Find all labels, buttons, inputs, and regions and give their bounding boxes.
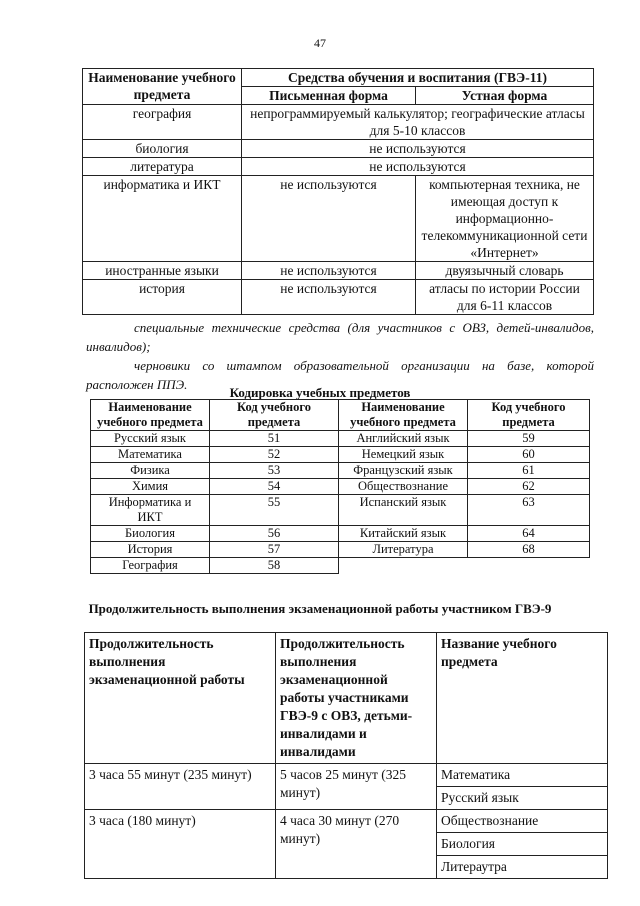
subject-cell: Литераутра [437, 856, 608, 879]
duration-ovz-cell: 4 часа 30 минут (270 минут) [276, 810, 437, 879]
empty-cell [468, 558, 590, 574]
duration-cell: 3 часа (180 минут) [85, 810, 276, 879]
header-code: Код учебного предмета [210, 400, 339, 431]
subject-code: 68 [468, 542, 590, 558]
subject-name: Английский язык [339, 431, 468, 447]
paragraph-drafts: черновики со штампом образовательной организации на базе, которой расположен ППЭ. [86, 358, 594, 392]
subject-name: Математика [91, 447, 210, 463]
subject-cell: Биология [437, 833, 608, 856]
subject-name: Французский язык [339, 463, 468, 479]
codes-title: Кодировка учебных предметов [229, 385, 411, 400]
subject-code: 55 [210, 495, 339, 526]
subject-code: 52 [210, 447, 339, 463]
header-duration: Продолжительность выполнения экзаменационной работы [85, 633, 276, 764]
means-cell: не используются [242, 140, 594, 158]
subject-name: География [91, 558, 210, 574]
subject-code: 51 [210, 431, 339, 447]
subject-name: Испанский язык [339, 495, 468, 526]
subject-cell: Обществознание [437, 810, 608, 833]
exam-duration-table [84, 632, 608, 879]
subject-cell: география [83, 105, 242, 140]
header-code: Код учебного предмета [468, 400, 590, 431]
subject-name: Обществознание [339, 479, 468, 495]
duration-title: Продолжительность выполнения экзаменационной работы участником ГВЭ-9 [88, 601, 552, 616]
subject-name: Литература [339, 542, 468, 558]
subject-cell: информатика и ИКТ [83, 176, 242, 262]
subject-code: 61 [468, 463, 590, 479]
table-row [91, 542, 590, 558]
header-name: Наименование учебного предмета [91, 400, 210, 431]
subject-code: 58 [210, 558, 339, 574]
header-oral: Устная форма [416, 87, 594, 105]
written-cell: не используются [242, 176, 416, 262]
subject-name: Химия [91, 479, 210, 495]
subject-codes-table [90, 399, 590, 574]
subject-name: Русский язык [91, 431, 210, 447]
paragraph-special-means: специальные технические средства (для участников с ОВЗ, детей-инвалидов, инвалидов); [86, 320, 594, 354]
header-subject-name: Название учебного предмета [437, 633, 608, 764]
table-row [91, 558, 590, 574]
subject-code: 63 [468, 495, 590, 526]
subject-cell: литература [83, 158, 242, 176]
subject-code: 54 [210, 479, 339, 495]
header-subject: Наименование учебного предмета [83, 69, 242, 105]
subject-cell: биология [83, 140, 242, 158]
header-written: Письменная форма [242, 87, 416, 105]
oral-cell: компьютерная техника, не имеющая доступ к информационно-телекоммуникационной сети «Интернет» [416, 176, 594, 262]
subject-name: Биология [91, 526, 210, 542]
duration-ovz-cell: 5 часов 25 минут (325 минут) [276, 764, 437, 810]
subject-code: 62 [468, 479, 590, 495]
written-cell: не используются [242, 280, 416, 315]
subject-name: Информатика и ИКТ [91, 495, 210, 526]
subject-name: История [91, 542, 210, 558]
table-row [91, 431, 590, 447]
subject-cell: Русский язык [437, 787, 608, 810]
table-row [91, 447, 590, 463]
subject-code: 57 [210, 542, 339, 558]
subject-cell: история [83, 280, 242, 315]
header-means: Средства обучения и воспитания (ГВЭ-11) [242, 69, 594, 87]
subject-name: Физика [91, 463, 210, 479]
written-cell: не используются [242, 262, 416, 280]
subject-code: 56 [210, 526, 339, 542]
means-cell: не используются [242, 158, 594, 176]
header-name: Наименование учебного предмета [339, 400, 468, 431]
subject-cell: иностранные языки [83, 262, 242, 280]
oral-cell: атласы по истории России для 6-11 классов [416, 280, 594, 315]
table-row [91, 495, 590, 526]
subject-code: 60 [468, 447, 590, 463]
header-duration-ovz: Продолжительность выполнения экзаменационной работы участниками ГВЭ-9 с ОВЗ, детьми-инвалидами и инвалидами [276, 633, 437, 764]
table-row [91, 526, 590, 542]
oral-cell: двуязычный словарь [416, 262, 594, 280]
table-row [91, 463, 590, 479]
subject-code: 59 [468, 431, 590, 447]
means-cell: непрограммируемый калькулятор; географические атласы для 5-10 классов [242, 105, 594, 140]
subject-code: 53 [210, 463, 339, 479]
subject-name: Китайский язык [339, 526, 468, 542]
subject-code: 64 [468, 526, 590, 542]
subject-name: Немецкий язык [339, 447, 468, 463]
table-row [91, 479, 590, 495]
subject-cell: Математика [437, 764, 608, 787]
page-number: 47 [314, 36, 326, 50]
empty-cell [339, 558, 468, 574]
duration-cell: 3 часа 55 минут (235 минут) [85, 764, 276, 810]
teaching-means-table [82, 68, 594, 315]
